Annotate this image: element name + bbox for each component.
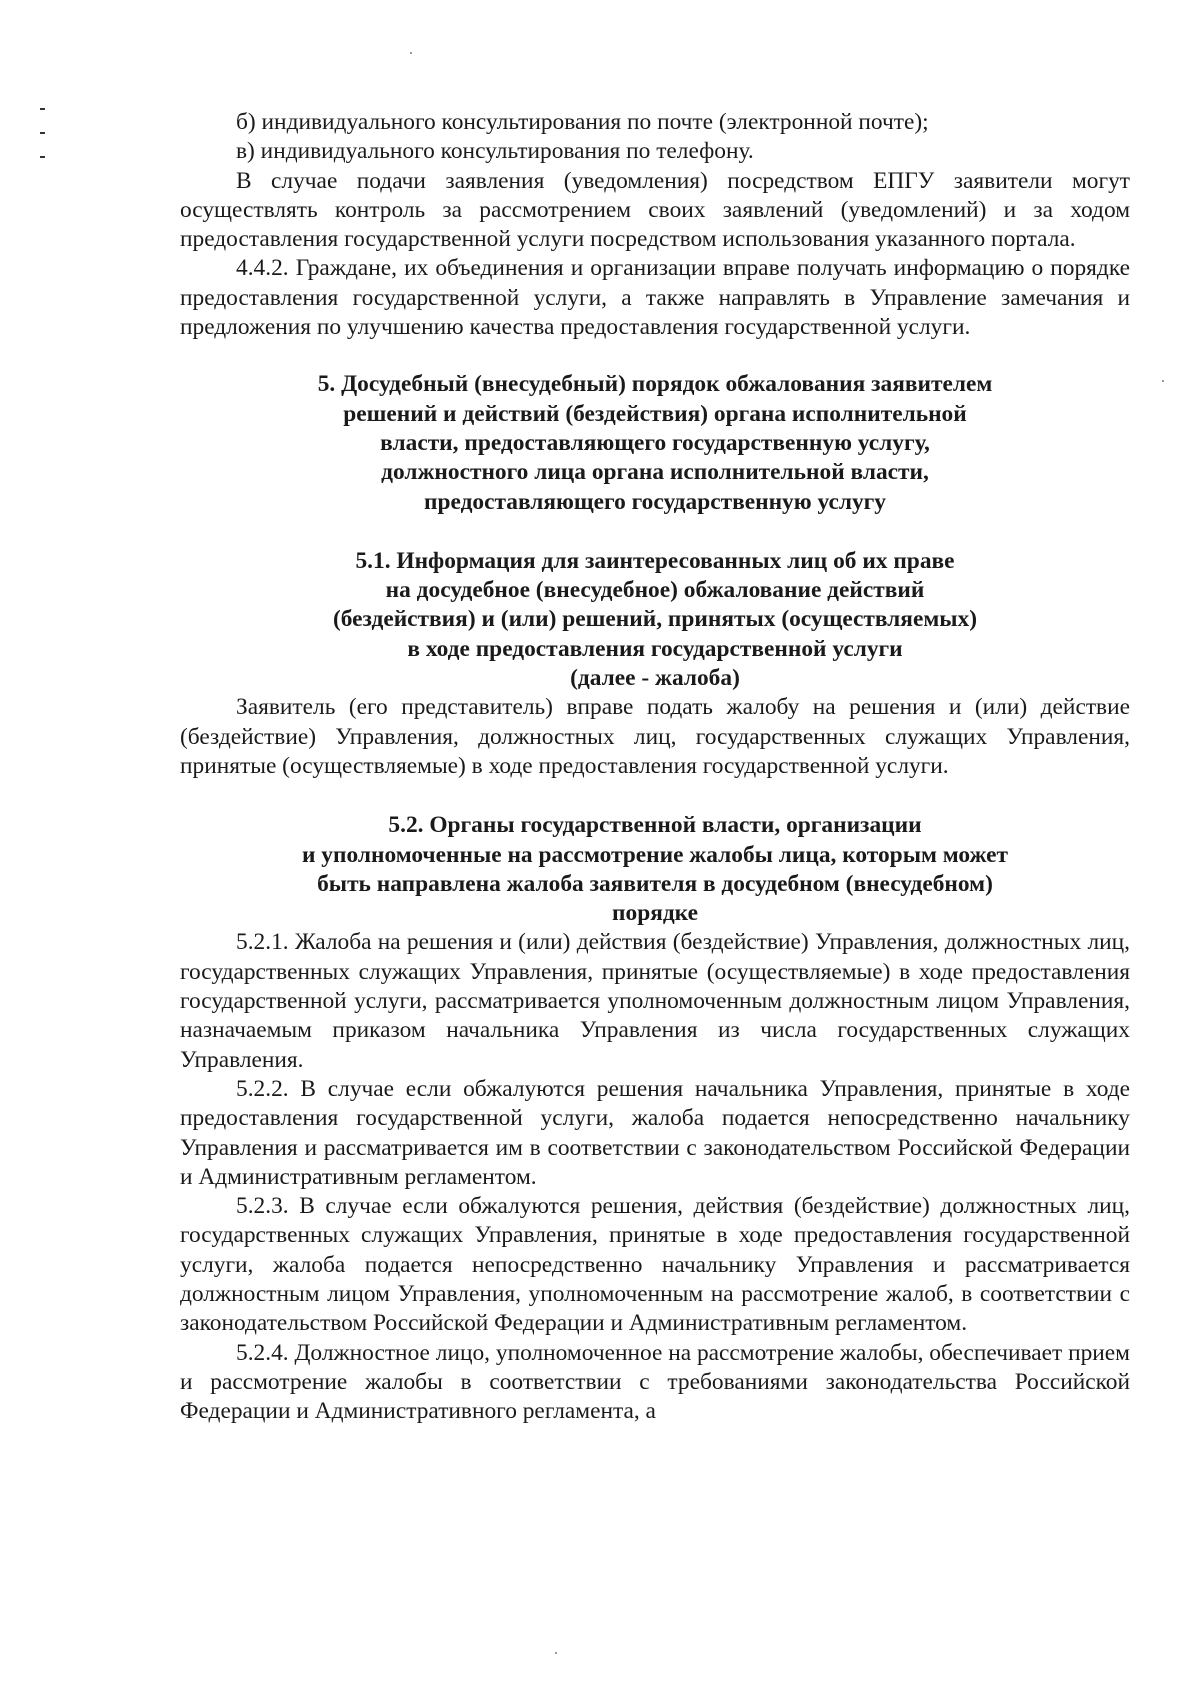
section-5-heading <box>180 370 1130 516</box>
spacer <box>180 342 1130 370</box>
section-5-heading-line: должностного лица органа исполнительной власти, <box>381 459 929 486</box>
paragraph-epgu-control: В случае подачи заявления (уведомления) посредством ЕПГУ заявители могут осуществлять контроль за рассмотрением своих заявлений (уведомлений) и за ходом предоставления государственной услуги посредством использования указанного портала. <box>180 167 1130 253</box>
section-5-heading-line: предоставляющего государственную услугу <box>424 488 886 515</box>
scan-margin-marks <box>40 108 52 180</box>
intro-line-v: в) индивидуального консультирования по телефону. <box>236 138 754 165</box>
scan-mark <box>40 132 45 134</box>
paragraph-4-4-2: 4.4.2. Граждане, их объединения и организации вправе получать информацию о порядке предоставления государственной услуги, а также направлять в Управление замечания и предложения по улучшению качества предоставления государственной услуги. <box>180 255 1130 341</box>
document-page <box>180 108 1130 1426</box>
section-5-heading-line: 5. Досудебный (внесудебный) порядок обжалования заявителем <box>317 371 993 398</box>
section-5-1-heading-line: (бездействия) и (или) решений, принятых (осуществляемых) <box>332 606 978 633</box>
scan-speck <box>1162 380 1164 382</box>
scan-mark <box>40 156 45 158</box>
section-5-1-heading-line: в ходе предоставления государственной услуги <box>407 635 903 662</box>
section-5-1-heading-line: 5.1. Информация для заинтересованных лиц об их праве <box>355 547 955 574</box>
scan-mark <box>40 108 45 110</box>
section-5-2-heading <box>180 811 1130 928</box>
intro-line-b: б) индивидуального консультирования по почте (электронной почте); <box>236 109 929 135</box>
spacer <box>180 517 1130 547</box>
paragraph-5-2-1: 5.2.1. Жалоба на решения и (или) действия (бездействие) Управления, должностных лиц, государственных служащих Управления, принятые (осуществляемые) в ходе предоставления государственной услуги, рассматривается уполномоченным должностным лицом Управления, назначаемым приказом начальника Управления из числа государственных служащих Управления. <box>180 929 1130 1073</box>
section-5-1-heading-line: (далее - жалоба) <box>570 665 740 692</box>
section-5-2-heading-line: порядке <box>612 900 698 927</box>
section-5-heading-line: решений и действий (бездействия) органа исполнительной <box>343 400 967 427</box>
section-5-1-heading-line: на досудебное (внесудебное) обжалование действий <box>385 577 925 604</box>
section-5-1-heading <box>180 547 1130 693</box>
scan-speck <box>555 1652 557 1654</box>
spacer <box>180 781 1130 811</box>
paragraph-5-1: Заявитель (его представитель) вправе подать жалобу на решения и (или) действие (бездействие) Управления, должностных лиц, государственных служащих Управления, принятые (осуществляемые) в ходе предоставления государственной услуги. <box>180 694 1130 779</box>
section-5-heading-line: власти, предоставляющего государственную услугу, <box>380 429 930 456</box>
section-5-2-heading-line: и уполномоченные на рассмотрение жалобы лица, которым может <box>301 841 1008 868</box>
scan-speck <box>410 52 412 54</box>
paragraph-5-2-3: 5.2.3. В случае если обжалуются решения, действия (бездействие) должностных лиц, государственных служащих Управления, принятые в ходе предоставления государственной услуги, жалоба подается непосредственно начальнику Управления и рассматривается должностным лицом Управления, уполномоченным на рассмотрение жалоб, в соответствии с законодательством Российской Федерации и Административным регламентом. <box>180 1193 1130 1337</box>
section-5-2-heading-line: 5.2. Органы государственной власти, организации <box>388 812 922 839</box>
section-5-2-heading-line: быть направлена жалоба заявителя в досудебном (внесудебном) <box>317 870 993 897</box>
paragraph-5-2-2: 5.2.2. В случае если обжалуются решения начальника Управления, принятые в ходе предоставления государственной услуги, жалоба подается непосредственно начальнику Управления и рассматривается им в соответствии с законодательством Российской Федерации и Административным регламентом. <box>180 1075 1130 1190</box>
paragraph-5-2-4: 5.2.4. Должностное лицо, уполномоченное на рассмотрение жалобы, обеспечивает прием и рассмотрение жалобы в соответствии с требованиями законодательства Российской Федерации и Административного регламента, а <box>180 1339 1130 1425</box>
